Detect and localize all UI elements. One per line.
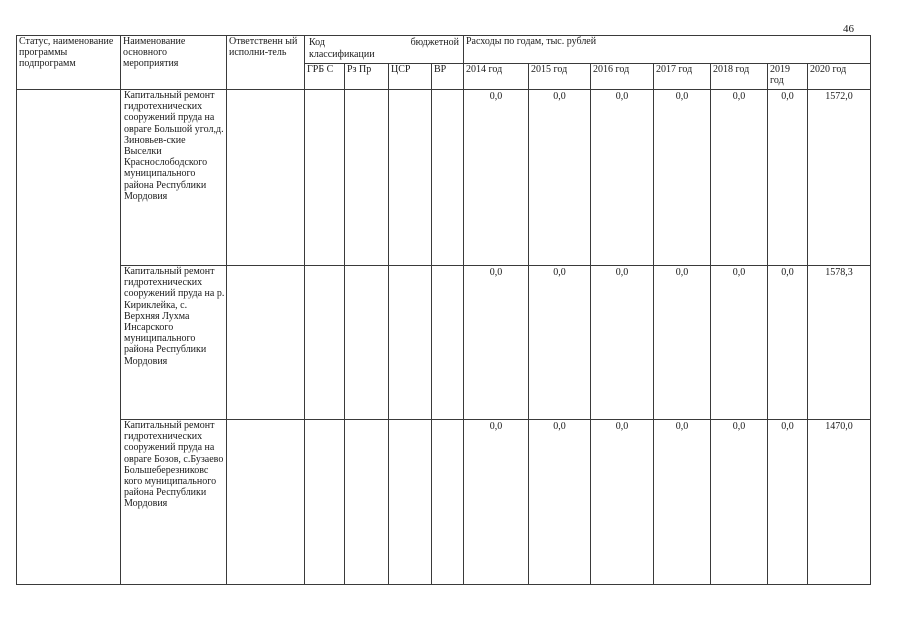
expense-value: 0,0	[529, 420, 591, 585]
expense-value: 0,0	[768, 266, 808, 420]
code-cell	[345, 266, 389, 420]
expense-value: 1470,0	[808, 420, 871, 585]
header-code-vr: ВР	[432, 64, 464, 90]
expense-value: 0,0	[529, 90, 591, 266]
header-year: 2020 год	[808, 64, 871, 90]
expense-value: 0,0	[464, 90, 529, 266]
page-number: 46	[843, 23, 854, 35]
status-cell	[17, 90, 121, 266]
expense-value: 0,0	[591, 420, 654, 585]
code-cell	[389, 420, 432, 585]
code-cell	[345, 420, 389, 585]
code-cell	[345, 90, 389, 266]
executor-cell	[227, 266, 305, 420]
header-code-grbs: ГРБ С	[305, 64, 345, 90]
expense-value: 0,0	[654, 266, 711, 420]
table-row	[17, 90, 871, 266]
code-cell	[305, 420, 345, 585]
header-year: 2014 год	[464, 64, 529, 90]
executor-cell	[227, 420, 305, 585]
header-year: 2016 год	[591, 64, 654, 90]
table-row	[17, 420, 871, 585]
expense-value: 0,0	[654, 90, 711, 266]
code-cell	[432, 90, 464, 266]
header-year: 2019 год	[768, 64, 808, 90]
budget-table	[16, 35, 871, 585]
expense-value: 0,0	[464, 266, 529, 420]
code-cell	[432, 266, 464, 420]
event-name: Капитальный ремонт гидротехнических сооружений пруда на овраге Большой угол,д. Зиновьев-ские Выселки Краснослободского муниципального района Республики Мордовия	[121, 90, 227, 266]
expense-value: 0,0	[654, 420, 711, 585]
expense-value: 0,0	[768, 90, 808, 266]
status-cell	[17, 266, 121, 420]
code-cell	[305, 266, 345, 420]
code-cell	[389, 266, 432, 420]
table-row	[17, 266, 871, 420]
event-name: Капитальный ремонт гидротехнических сооружений пруда на овраге Бозов, с.Бузаево Большеберезниковс кого муниципального района Республики Мордовия	[121, 420, 227, 585]
executor-cell	[227, 90, 305, 266]
expense-value: 0,0	[591, 90, 654, 266]
code-cell	[432, 420, 464, 585]
header-year: 2017 год	[654, 64, 711, 90]
header-code-csr: ЦСР	[389, 64, 432, 90]
expense-value: 0,0	[711, 266, 768, 420]
header-status: Статус, наименование программы подпрограмм	[17, 36, 121, 90]
header-expenses: Расходы по годам, тыс. рублей	[464, 36, 871, 64]
header-event: Наименование основного мероприятия	[121, 36, 227, 90]
expense-value: 0,0	[464, 420, 529, 585]
code-cell	[305, 90, 345, 266]
header-executor: Ответственн ый исполни-тель	[227, 36, 305, 90]
event-name: Капитальный ремонт гидротехнических сооружений пруда на р. Кириклейка, с. Верхняя Лухма Инсарского муниципального района Республики Мордовия	[121, 266, 227, 420]
header-budget-code-right: бюджетной	[410, 37, 459, 48]
status-cell	[17, 420, 121, 585]
expense-value: 0,0	[711, 90, 768, 266]
expense-value: 1572,0	[808, 90, 871, 266]
header-code-rzpr: Рз Пр	[345, 64, 389, 90]
expense-value: 0,0	[711, 420, 768, 585]
header-budget-code-left: Код	[309, 37, 325, 48]
header-budget-code-bottom: классификации	[309, 49, 375, 60]
header-year: 2015 год	[529, 64, 591, 90]
expense-value: 1578,3	[808, 266, 871, 420]
header-year: 2018 год	[711, 64, 768, 90]
expense-value: 0,0	[768, 420, 808, 585]
header-budget-code	[305, 36, 464, 64]
code-cell	[389, 90, 432, 266]
expense-value: 0,0	[529, 266, 591, 420]
expense-value: 0,0	[591, 266, 654, 420]
